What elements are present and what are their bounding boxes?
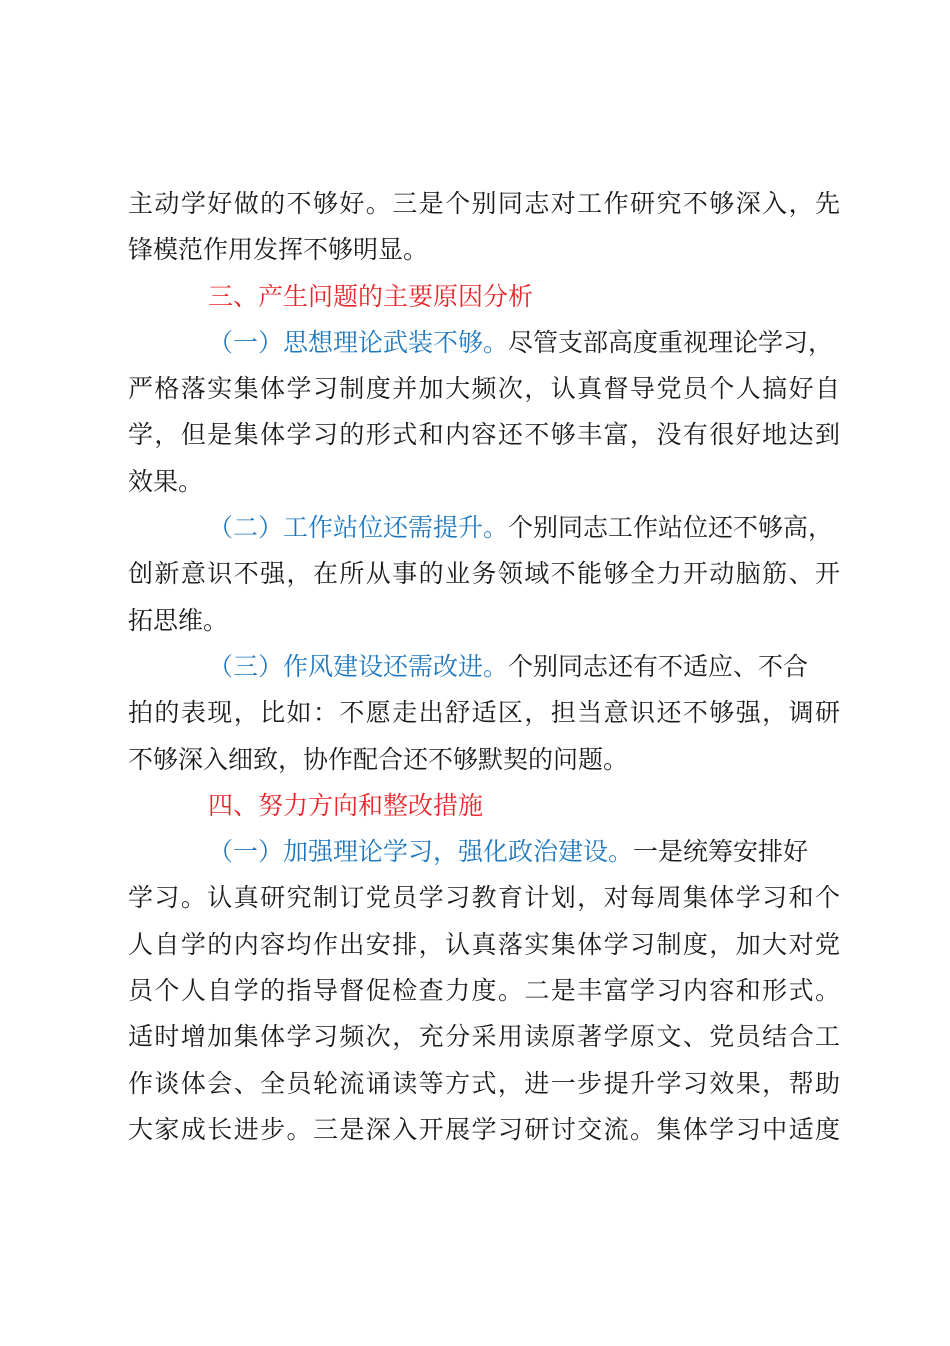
body-text: 严格落实集体学习制度并加大频次，认真督导党员个人搞好自 (128, 374, 840, 404)
body-text: 作谈体会、全员轮流诵读等方式，进一步提升学习效果，帮助 (128, 1068, 840, 1098)
body-text: 锋模范作用发挥不够明显。 (128, 235, 429, 265)
section-heading-3 (128, 274, 840, 320)
body-text: 人自学的内容均作出安排，认真落实集体学习制度，加大对党 (128, 929, 840, 959)
paragraph-line (128, 181, 840, 227)
body-text: 主动学好做的不够好。三是个别同志对工作研究不够深入，先 (128, 189, 840, 218)
body-text: 学习。认真研究制订党员学习教育计划，对每周集体学习和个 (128, 883, 840, 913)
paragraph-line (128, 922, 840, 968)
paragraph-line (128, 968, 840, 1014)
subheading-text: （一）思想理论武装不够。 (208, 327, 509, 357)
paragraph-line (128, 598, 840, 644)
body-text: 创新意识不强，在所从事的业务领域不能够全力开动脑筋、开 (128, 559, 840, 589)
body-text: 大家成长进步。三是深入开展学习研讨交流。集体学习中适度 (128, 1114, 840, 1144)
body-text: 拓思维。 (128, 605, 229, 635)
paragraph-line (128, 227, 840, 273)
paragraph-line (128, 1107, 840, 1153)
paragraph-line (128, 875, 840, 921)
paragraph-line (128, 459, 840, 505)
subheading-text: （三）作风建设还需改进。 (208, 651, 509, 681)
paragraph-line (128, 505, 840, 551)
paragraph-line (128, 644, 840, 690)
body-text: 适时增加集体学习频次，充分采用读原著学原文、党员结合工 (128, 1022, 840, 1052)
paragraph-line (128, 1014, 840, 1060)
paragraph-line (128, 366, 840, 412)
body-text: 拍的表现，比如：不愿走出舒适区，担当意识还不够强，调研 (128, 698, 840, 728)
section-heading-text: 四、努力方向和整改措施 (208, 790, 484, 820)
section-heading-text: 三、产生问题的主要原因分析 (208, 281, 534, 311)
section-heading-4 (128, 783, 840, 829)
paragraph-line (128, 551, 840, 597)
body-text: 员个人自学的指导督促检查力度。二是丰富学习内容和形式。 (128, 976, 840, 1006)
subheading-text: （一）加强理论学习，强化政治建设。 (208, 837, 634, 867)
body-text: 不够深入细致，协作配合还不够默契的问题。 (128, 744, 629, 774)
body-text: 个别同志还有不适应、不合 (508, 651, 809, 681)
paragraph-line (128, 1061, 840, 1107)
subheading-text: （二）工作站位还需提升。 (208, 513, 509, 543)
paragraph-line (128, 829, 840, 875)
body-text: 尽管支部高度重视理论学习， (508, 327, 834, 357)
body-text: 个别同志工作站位还不够高， (508, 513, 834, 543)
paragraph-line (128, 690, 840, 736)
body-text: 一是统筹安排好 (633, 837, 809, 867)
body-text: 效果。 (128, 466, 204, 496)
body-text: 学，但是集体学习的形式和内容还不够丰富，没有很好地达到 (128, 420, 840, 450)
paragraph-line (128, 320, 840, 366)
document-body (128, 181, 840, 1153)
paragraph-line (128, 737, 840, 783)
paragraph-line (128, 412, 840, 458)
